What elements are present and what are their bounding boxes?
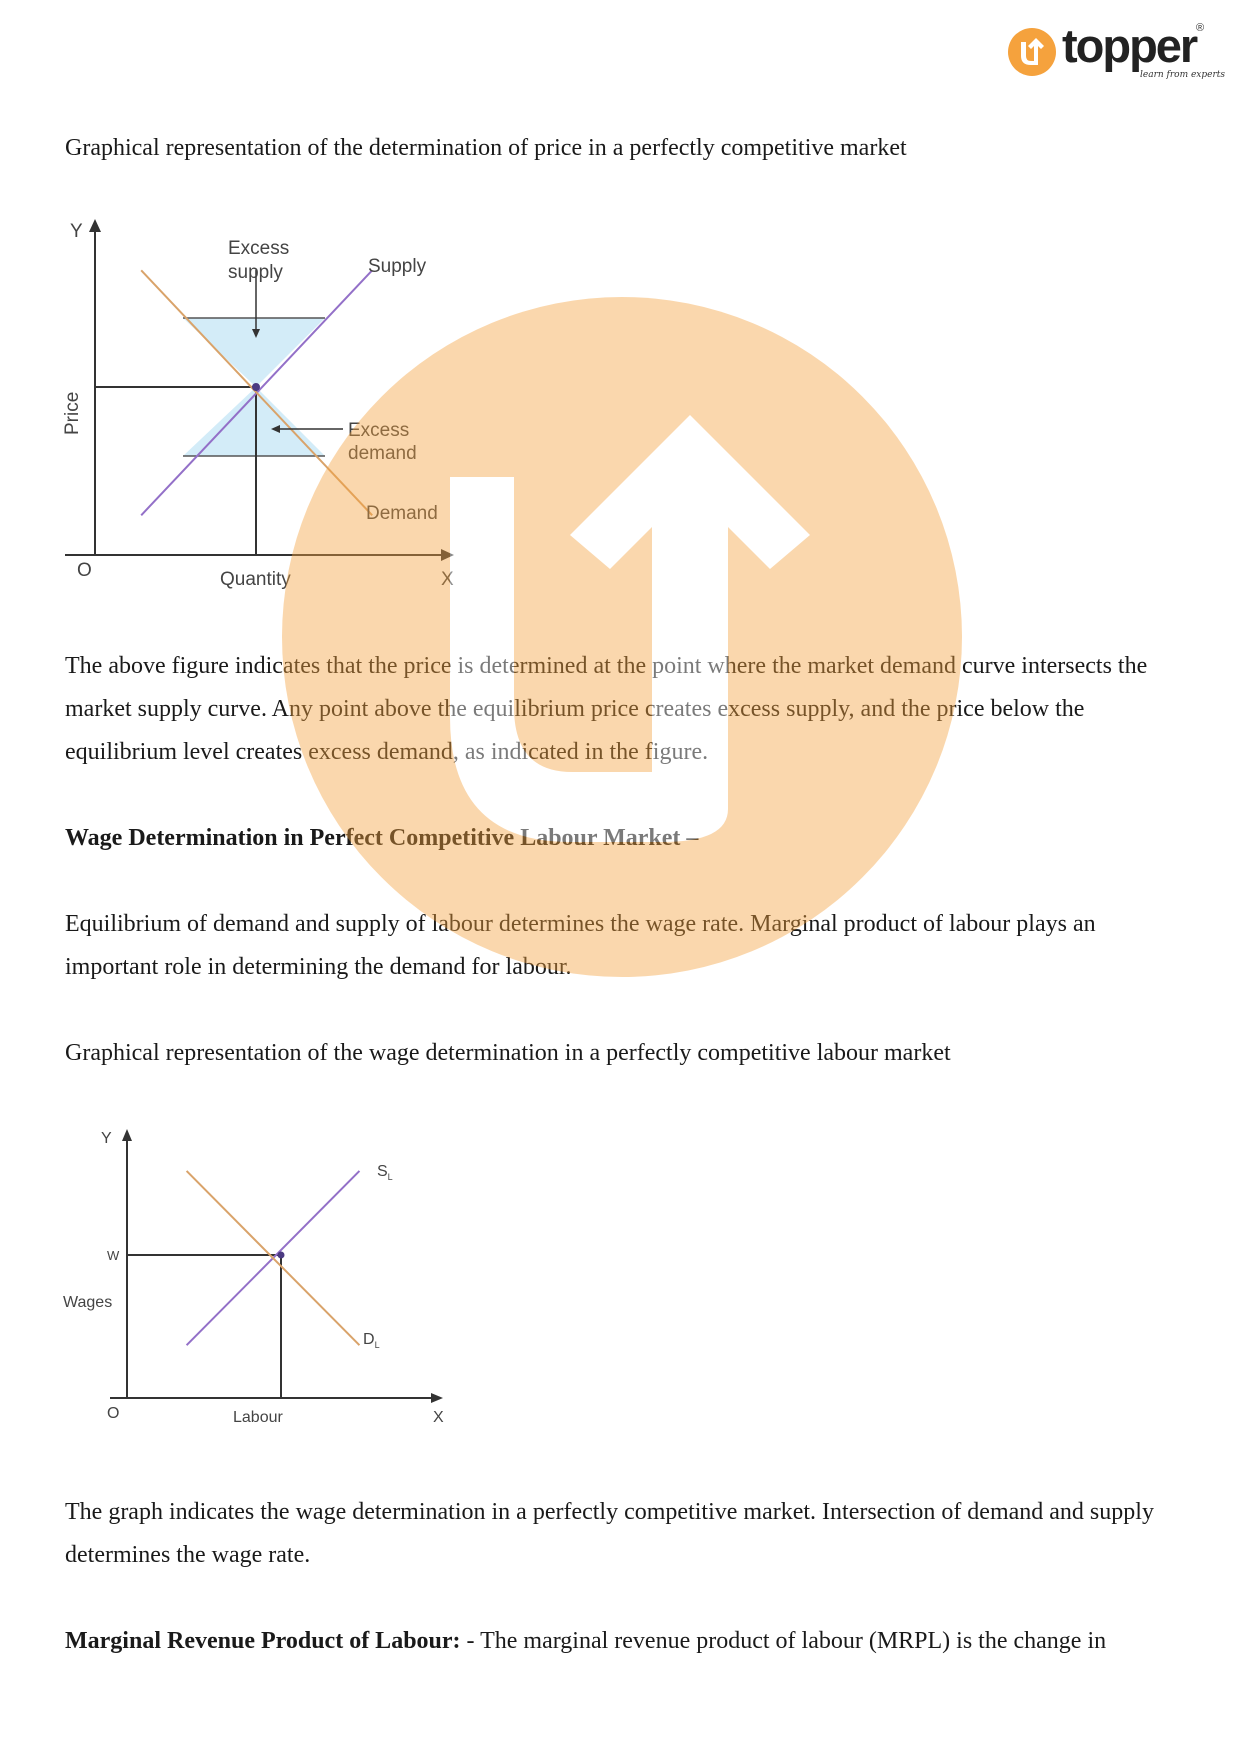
paragraph-wage-equilibrium: Equilibrium of demand and supply of labour determines the wage rate. Marginal product of labour plays an important role in determining the demand for labour. [65,911,1096,980]
excess-supply-label-1: Excess [228,238,290,259]
demand-label: $D_L$ [363,1331,380,1350]
mrpl-text: - The marginal revenue product of labour (MRPL) is the change in [460,1628,1107,1654]
section-heading-wage [65,817,1180,860]
y-axis-arrow [122,1129,132,1141]
brand-logo [1008,19,1226,84]
y-axis-label: Price [62,391,83,435]
supply-label: $S_L$ [377,1163,393,1182]
paragraph-price-determination: The above figure indicates that the price is determined at the point where the market demand curve intersects the market supply curve. Any point above the equilibrium price creates excess supply, and the price below the equilibrium level creates excess demand, as indicated in the figure. [65,653,1148,765]
origin-label: O [77,560,92,581]
y-axis-arrow [89,219,101,232]
y-axis-letter: Y [70,221,83,242]
x-axis-label: Labour [233,1409,283,1426]
paragraph-wage-graph: The graph indicates the wage determination in a perfectly competitive market. Intersection of demand and supply determines the wage rate. [65,1499,1154,1568]
x-axis-letter: X [441,569,454,590]
heading-text: Wage Determination in Perfect Competitive Labour Market – [65,825,699,851]
x-axis-label: Quantity [220,569,291,590]
registered-mark: ® [1196,22,1205,34]
excess-demand-label-1: Excess [348,420,410,441]
mrpl-title: Marginal Revenue Product of Labour: [65,1628,461,1654]
wage-determination-chart [55,1120,485,1440]
figure-caption-price: Graphical representation of the determination of price in a perfectly competitive market [65,135,907,161]
x-axis-arrow [431,1393,443,1403]
excess-supply-shade [183,318,325,387]
y-axis-label: Wages [63,1294,113,1311]
x-axis-letter: X [433,1409,444,1426]
figure-caption-wage: Graphical representation of the wage determination in a perfectly competitive labour market [65,1040,951,1066]
paragraph-mrpl [65,1620,1180,1663]
wage-level-label: W [107,1248,120,1263]
excess-supply-label-2: supply [228,262,283,283]
y-axis-letter: Y [101,1130,112,1147]
origin-label: O [107,1405,120,1422]
logo-u-icon [1008,28,1056,76]
demand-label: Demand [366,503,438,524]
excess-demand-label-2: demand [348,443,417,464]
logo-tagline: learn from experts [1140,70,1226,80]
supply-label: Supply [368,256,427,277]
equilibrium-point [278,1252,285,1259]
logo-wordmark: topper [1062,19,1197,72]
price-determination-chart [55,210,485,600]
excess-demand-shade [183,387,325,456]
equilibrium-point [252,383,260,391]
x-axis-arrow [441,549,454,561]
